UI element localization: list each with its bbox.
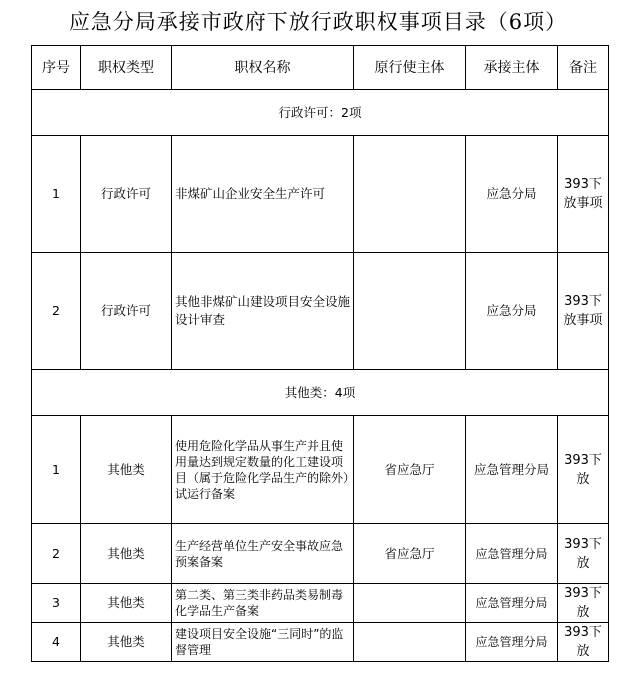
authority-table (31, 45, 609, 662)
cell-original-subject (354, 623, 466, 662)
cell-receiving-subject: 应急管理分局 (466, 524, 558, 584)
header-type: 职权类型 (81, 46, 172, 90)
cell-type: 其他类 (81, 584, 172, 623)
cell-original-subject: 省应急厅 (354, 416, 466, 524)
table-row (32, 136, 609, 253)
cell-type: 行政许可 (81, 136, 172, 253)
cell-original-subject (354, 584, 466, 623)
table-row (32, 416, 609, 524)
cell-name: 非煤矿山企业安全生产许可 (172, 136, 354, 253)
cell-name: 使用危险化学品从事生产并且使用量达到规定数量的化工建设项目（属于危险化学品生产的除外）试运行备案 (172, 416, 354, 524)
header-row (32, 46, 609, 90)
cell-original-subject (354, 253, 466, 370)
cell-note: 393下放 (558, 416, 609, 524)
table-row (32, 524, 609, 584)
table-row (32, 584, 609, 623)
cell-note: 393下放 (558, 623, 609, 662)
cell-no: 1 (32, 136, 81, 253)
table-row (32, 253, 609, 370)
cell-note: 393下放 (558, 584, 609, 623)
cell-no: 3 (32, 584, 81, 623)
cell-receiving-subject: 应急管理分局 (466, 623, 558, 662)
cell-type: 其他类 (81, 524, 172, 584)
cell-type: 其他类 (81, 416, 172, 524)
cell-note: 393下放 (558, 524, 609, 584)
section-row (32, 370, 609, 416)
cell-note: 393下放事项 (558, 253, 609, 370)
cell-type: 其他类 (81, 623, 172, 662)
cell-name: 其他非煤矿山建设项目安全设施设计审查 (172, 253, 354, 370)
cell-receiving-subject: 应急分局 (466, 253, 558, 370)
section-label: 行政许可：2项 (32, 90, 609, 136)
cell-original-subject (354, 136, 466, 253)
cell-receiving-subject: 应急管理分局 (466, 584, 558, 623)
cell-note: 393下放事项 (558, 136, 609, 253)
header-no: 序号 (32, 46, 81, 90)
cell-receiving-subject: 应急分局 (466, 136, 558, 253)
section-label: 其他类：4项 (32, 370, 609, 416)
cell-original-subject: 省应急厅 (354, 524, 466, 584)
cell-name: 生产经营单位生产安全事故应急预案备案 (172, 524, 354, 584)
header-original-subject: 原行使主体 (354, 46, 466, 90)
header-receiving-subject: 承接主体 (466, 46, 558, 90)
table-row (32, 623, 609, 662)
cell-no: 4 (32, 623, 81, 662)
cell-receiving-subject: 应急管理分局 (466, 416, 558, 524)
cell-name: 建设项目安全设施“三同时”的监督管理 (172, 623, 354, 662)
header-name: 职权名称 (172, 46, 354, 90)
cell-no: 2 (32, 524, 81, 584)
document-title: 应急分局承接市政府下放行政职权事项目录（6项） (68, 10, 568, 34)
header-note: 备注 (558, 46, 609, 90)
cell-no: 1 (32, 416, 81, 524)
cell-type: 行政许可 (81, 253, 172, 370)
section-row (32, 90, 609, 136)
cell-name: 第二类、第三类非药品类易制毒化学品生产备案 (172, 584, 354, 623)
cell-no: 2 (32, 253, 81, 370)
